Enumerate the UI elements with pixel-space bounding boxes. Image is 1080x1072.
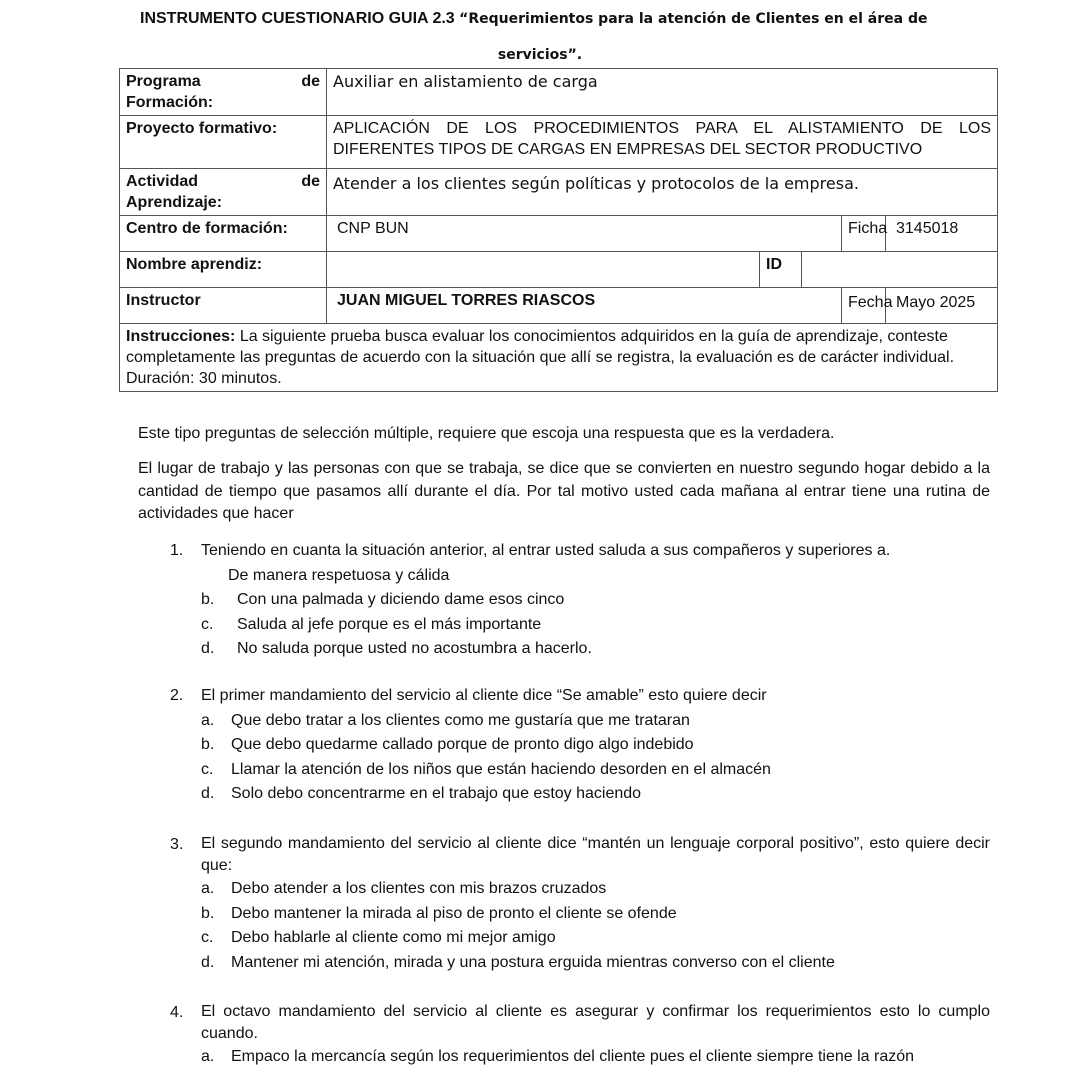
question-text: El octavo mandamiento del servicio al cliente es asegurar y confirmar los requerimientos esto lo cumplo cuando. <box>201 1003 990 1042</box>
question-number: 4. <box>170 1004 184 1021</box>
intro-paragraph-1: Este tipo preguntas de selección múltiple, requiere que escoja una respuesta que es la verdadera. <box>138 425 835 442</box>
instructor-value: JUAN MIGUEL TORRES RIASCOS <box>327 288 842 324</box>
option-d[interactable]: d. Mantener mi atención, mirada y una postura erguida mientras converso con el cliente <box>201 953 835 971</box>
nombre-label: Nombre aprendiz: <box>120 252 327 288</box>
ficha-value: 3145018 <box>886 216 998 252</box>
question-text: Teniendo en cuanta la situación anterior, al entrar usted saluda a sus compañeros y superiores a. <box>201 542 891 559</box>
programa-label: Programa de Formación: <box>120 69 327 116</box>
option-c[interactable]: c. Debo hablarle al cliente como mi mejor amigo <box>201 929 556 946</box>
option-b[interactable]: b. Debo mantener la mirada al piso de pronto el cliente se ofende <box>201 904 677 922</box>
option-a-text: De manera respetuosa y cálida <box>228 566 450 584</box>
actividad-value: Atender a los clientes según políticas y protocolos de la empresa. <box>327 169 998 216</box>
question-number: 3. <box>170 836 184 853</box>
id-label: ID <box>760 252 802 288</box>
ficha-label: Ficha <box>842 216 886 252</box>
centro-label: Centro de formación: <box>120 216 327 252</box>
question-3 <box>170 833 990 975</box>
proyecto-value: APLICACIÓN DE LOS PROCEDIMIENTOS PARA EL ALISTAMIENTO DE LOS DIFERENTES TIPOS DE CARGAS EN EMPRESAS DEL SECTOR PRODUCTIVO <box>327 116 998 169</box>
instrucciones-label: Instrucciones: <box>126 328 236 345</box>
question-2 <box>170 684 990 807</box>
option-b[interactable]: b. Con una palmada y diciendo dame esos cinco <box>201 591 565 608</box>
instrucciones <box>120 324 998 392</box>
question-4 <box>170 1001 990 1070</box>
proyecto-label: Proyecto formativo: <box>120 116 327 169</box>
option-a[interactable]: a. Que debo tratar a los clientes como me gustaría que me trataran <box>201 711 690 729</box>
instructor-label: Instructor <box>120 288 327 324</box>
option-a[interactable]: a. Empaco la mercancía según los requerimientos del cliente pues el cliente siempre tiene la razón <box>201 1048 915 1065</box>
question-number: 2. <box>170 687 184 704</box>
actividad-label: Actividad de Aprendizaje: <box>120 169 327 216</box>
title-quote-line2: servicios”. <box>497 47 583 63</box>
title-quote: “Requerimientos para la atención de Clientes en el área de <box>459 11 928 27</box>
centro-value: CNP BUN <box>327 216 842 252</box>
option-d[interactable]: d. No saluda porque usted no acostumbra a hacerlo. <box>201 640 592 657</box>
document-title <box>140 10 1000 28</box>
intro-paragraph-2: El lugar de trabajo y las personas con que se trabaja, se dice que se convierten en nuestro segundo hogar debido a la cantidad de tiempo que pasamos allí durante el día. Por tal motivo usted cada mañana al entrar tiene una rutina de actividades que hacer <box>138 460 990 522</box>
id-value[interactable] <box>802 252 998 288</box>
option-c[interactable]: c. Llamar la atención de los niños que están haciendo desorden en el almacén <box>201 760 771 778</box>
question-number: 1. <box>170 542 184 559</box>
title-bold: INSTRUMENTO CUESTIONARIO GUIA 2.3 <box>140 10 455 27</box>
info-table <box>119 68 998 392</box>
fecha-value: Mayo 2025 <box>886 288 998 324</box>
option-d[interactable]: d. Solo debo concentrarme en el trabajo que estoy haciendo <box>201 785 642 802</box>
question-1 <box>170 539 990 662</box>
question-text: El primer mandamiento del servicio al cliente dice “Se amable” esto quiere decir <box>201 687 767 704</box>
option-a[interactable]: a. Debo atender a los clientes con mis brazos cruzados <box>201 880 607 897</box>
option-c[interactable]: c. Saluda al jefe porque es el más importante <box>201 615 542 633</box>
programa-value: Auxiliar en alistamiento de carga <box>327 69 998 116</box>
instrucciones-text: La siguiente prueba busca evaluar los conocimientos adquiridos en la guía de aprendizaje, conteste completamente las preguntas de acuerdo con la situación que allí se registra, la evaluación es de carácter individual. Duración: 30 minutos. <box>126 328 955 387</box>
fecha-label: Fecha <box>842 288 886 324</box>
option-b[interactable]: b. Que debo quedarme callado porque de pronto digo algo indebido <box>201 736 694 753</box>
question-text: El segundo mandamiento del servicio al cliente dice “mantén un lenguaje corporal positivo”, esto quiere decir que: <box>201 835 990 874</box>
nombre-value[interactable] <box>327 252 760 288</box>
